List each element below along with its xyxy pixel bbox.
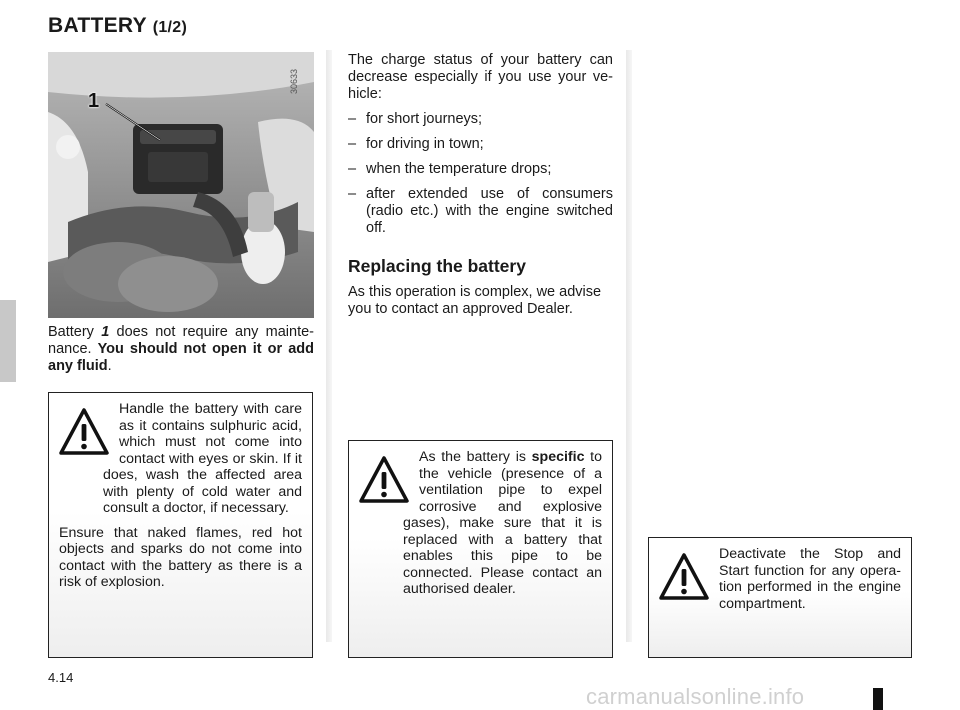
list-item: – when the temperature drops; <box>348 161 613 178</box>
list-item: – after extended use of consumers (radio etc.) with the engine switched off. <box>348 186 613 237</box>
list-item: – for short journeys; <box>348 111 613 128</box>
warning-bold-word: specific <box>531 449 585 465</box>
warning-text-2: Ensure that naked flames, red hot objects and sparks do not come into contact with the battery as there is a risk of explosion. <box>59 524 302 590</box>
warning-triangle-icon <box>659 552 709 602</box>
warning-box-acid <box>48 392 313 658</box>
charge-status-section <box>348 52 613 237</box>
caption-text: Battery <box>48 324 102 340</box>
replacing-text: As this operation is complex, we advise you to contact an approved Dealer. <box>348 284 602 317</box>
callout-number: 1 <box>88 90 100 112</box>
page-title <box>48 14 187 38</box>
column-separator-left <box>326 50 332 642</box>
title-text: BATTERY <box>48 14 147 37</box>
chapter-edge-tab <box>0 300 16 382</box>
page-number: 4.14 <box>48 670 74 685</box>
battery-caption <box>48 324 314 375</box>
caption-bold-warning: You should not open it or add any fluid <box>48 341 314 374</box>
section-heading-replacing: Replacing the battery <box>348 256 526 276</box>
charge-conditions-list <box>348 111 613 237</box>
caption-text-2: does not require any mainte-nance. <box>48 324 315 357</box>
watermark: carmanualsonline.info <box>586 684 805 709</box>
figure-reference-code: 30633 <box>289 68 299 94</box>
warning-box-stop-start <box>648 537 912 658</box>
warning-triangle-icon <box>359 455 409 505</box>
warning-text-part-2: to the vehicle (presence of a ventilation pipe to expel corrosive and explosive gases), make sure that it is replaced with a battery that enables this pipe to be connected. Please contact an authorised dealer. <box>403 449 602 597</box>
column-separator-right <box>626 50 632 642</box>
title-part: (1/2) <box>152 19 188 36</box>
warning-box-specific-battery <box>348 440 613 658</box>
list-item: – for driving in town; <box>348 136 613 153</box>
caption-end: . <box>107 358 112 374</box>
corner-tab-mark <box>873 688 883 710</box>
warning-text-part: As the battery is <box>419 449 532 465</box>
warning-text: Handle the battery with care as it contains sulphuric acid, which must not come into contact with eyes or skin. If it does, wash the affected area with plenty of cold water and consult a doctor, if necessary. <box>103 401 302 516</box>
warning-text: Deactivate the Stop and Start function for any opera-tion performed in the engine compartment. <box>719 546 901 612</box>
caption-reference: 1 <box>101 324 110 340</box>
charge-status-intro: The charge status of your battery can decrease especially if you use your ve-hicle: <box>348 52 613 102</box>
warning-triangle-icon <box>59 407 109 457</box>
engine-bay-photo <box>48 52 314 318</box>
